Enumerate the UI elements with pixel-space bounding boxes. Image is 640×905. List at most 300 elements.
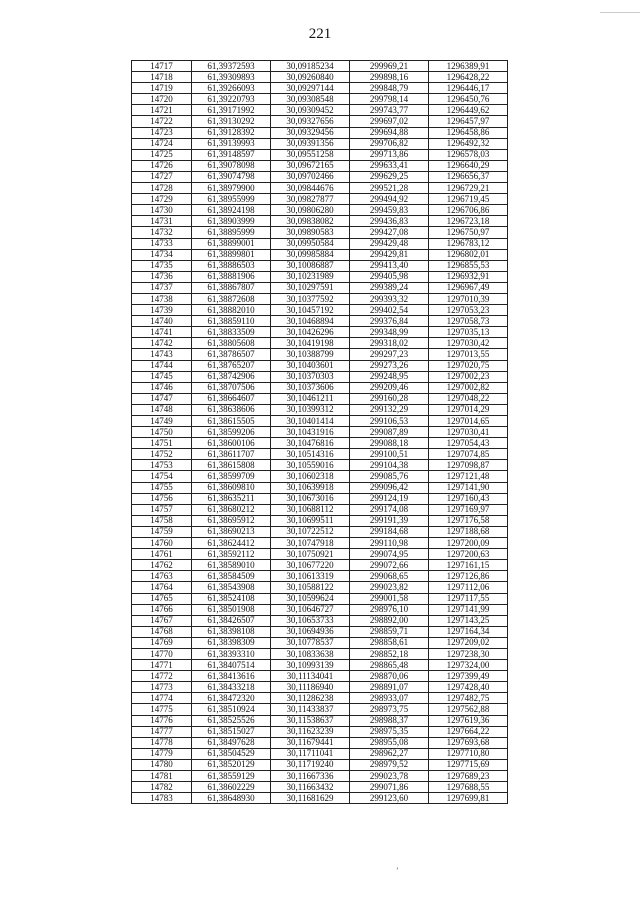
x-coordinate-cell: 299494,92 <box>350 194 429 205</box>
longitude-cell: 30,09185234 <box>271 61 350 72</box>
y-coordinate-cell: 1297715,69 <box>429 759 508 770</box>
longitude-cell: 30,11286238 <box>271 693 350 704</box>
longitude-cell: 30,10833638 <box>271 648 350 659</box>
latitude-cell: 61,39266093 <box>192 83 271 94</box>
longitude-cell: 30,10699511 <box>271 515 350 526</box>
x-coordinate-cell: 299087,89 <box>350 427 429 438</box>
latitude-cell: 61,38707506 <box>192 382 271 393</box>
table-row <box>132 759 508 770</box>
point-number-cell: 14734 <box>132 249 192 260</box>
point-number-cell: 14770 <box>132 648 192 659</box>
y-coordinate-cell: 1296640,29 <box>429 160 508 171</box>
point-number-cell: 14744 <box>132 360 192 371</box>
longitude-cell: 30,09702466 <box>271 171 350 182</box>
y-coordinate-cell: 1297699,81 <box>429 793 508 804</box>
x-coordinate-cell: 299088,18 <box>350 438 429 449</box>
table-row <box>132 83 508 94</box>
y-coordinate-cell: 1297098,87 <box>429 460 508 471</box>
longitude-cell: 30,10747918 <box>271 538 350 549</box>
y-coordinate-cell: 1297053,23 <box>429 305 508 316</box>
point-number-cell: 14780 <box>132 759 192 770</box>
y-coordinate-cell: 1297693,68 <box>429 737 508 748</box>
latitude-cell: 61,38426507 <box>192 615 271 626</box>
x-coordinate-cell: 298979,52 <box>350 759 429 770</box>
table-row <box>132 549 508 560</box>
point-number-cell: 14728 <box>132 183 192 194</box>
table-row <box>132 72 508 83</box>
latitude-cell: 61,38859110 <box>192 316 271 327</box>
table-row <box>132 693 508 704</box>
longitude-cell: 30,09806280 <box>271 205 350 216</box>
y-coordinate-cell: 1297035,13 <box>429 327 508 338</box>
latitude-cell: 61,38524108 <box>192 593 271 604</box>
table-row <box>132 371 508 382</box>
point-number-cell: 14754 <box>132 471 192 482</box>
longitude-cell: 30,10377592 <box>271 293 350 304</box>
x-coordinate-cell: 299429,81 <box>350 249 429 260</box>
longitude-cell: 30,10426296 <box>271 327 350 338</box>
y-coordinate-cell: 1297399,49 <box>429 671 508 682</box>
y-coordinate-cell: 1297141,90 <box>429 482 508 493</box>
x-coordinate-cell: 299694,88 <box>350 127 429 138</box>
longitude-cell: 30,09260840 <box>271 72 350 83</box>
x-coordinate-cell: 299184,68 <box>350 526 429 537</box>
longitude-cell: 30,10646727 <box>271 604 350 615</box>
x-coordinate-cell: 299191,39 <box>350 515 429 526</box>
longitude-cell: 30,10599624 <box>271 593 350 604</box>
point-number-cell: 14757 <box>132 504 192 515</box>
y-coordinate-cell: 1297010,39 <box>429 293 508 304</box>
table-row <box>132 404 508 415</box>
table-row <box>132 515 508 526</box>
longitude-cell: 30,11623239 <box>271 726 350 737</box>
longitude-cell: 30,10722512 <box>271 526 350 537</box>
table-row <box>132 382 508 393</box>
y-coordinate-cell: 1297664,22 <box>429 726 508 737</box>
x-coordinate-cell: 299071,86 <box>350 782 429 793</box>
point-number-cell: 14720 <box>132 94 192 105</box>
latitude-cell: 61,38501908 <box>192 604 271 615</box>
table-row <box>132 238 508 249</box>
latitude-cell: 61,38515027 <box>192 726 271 737</box>
point-number-cell: 14782 <box>132 782 192 793</box>
longitude-cell: 30,10401414 <box>271 416 350 427</box>
table-row <box>132 271 508 282</box>
y-coordinate-cell: 1297121,48 <box>429 471 508 482</box>
y-coordinate-cell: 1297141,99 <box>429 604 508 615</box>
latitude-cell: 61,38955999 <box>192 194 271 205</box>
y-coordinate-cell: 1296446,17 <box>429 83 508 94</box>
point-number-cell: 14724 <box>132 138 192 149</box>
x-coordinate-cell: 299209,46 <box>350 382 429 393</box>
point-number-cell: 14750 <box>132 427 192 438</box>
longitude-cell: 30,10673016 <box>271 493 350 504</box>
longitude-cell: 30,10373606 <box>271 382 350 393</box>
point-number-cell: 14752 <box>132 449 192 460</box>
latitude-cell: 61,39220793 <box>192 94 271 105</box>
point-number-cell: 14765 <box>132 593 192 604</box>
table-row <box>132 615 508 626</box>
latitude-cell: 61,38833509 <box>192 327 271 338</box>
longitude-cell: 30,10468894 <box>271 316 350 327</box>
longitude-cell: 30,11538637 <box>271 715 350 726</box>
latitude-cell: 61,38497628 <box>192 737 271 748</box>
point-number-cell: 14738 <box>132 293 192 304</box>
point-number-cell: 14726 <box>132 160 192 171</box>
point-number-cell: 14736 <box>132 271 192 282</box>
x-coordinate-cell: 298976,10 <box>350 604 429 615</box>
table-row <box>132 593 508 604</box>
x-coordinate-cell: 299074,95 <box>350 549 429 560</box>
y-coordinate-cell: 1297002,82 <box>429 382 508 393</box>
latitude-cell: 61,38805608 <box>192 338 271 349</box>
page-number: 221 <box>308 26 332 42</box>
y-coordinate-cell: 1297200,09 <box>429 538 508 549</box>
longitude-cell: 30,10457192 <box>271 305 350 316</box>
y-coordinate-cell: 1296855,53 <box>429 260 508 271</box>
latitude-cell: 61,38589010 <box>192 560 271 571</box>
table-row <box>132 560 508 571</box>
longitude-cell: 30,09890583 <box>271 227 350 238</box>
x-coordinate-cell: 298933,07 <box>350 693 429 704</box>
longitude-cell: 30,11711041 <box>271 748 350 759</box>
x-coordinate-cell: 298865,48 <box>350 660 429 671</box>
x-coordinate-cell: 299023,78 <box>350 771 429 782</box>
latitude-cell: 61,38648930 <box>192 793 271 804</box>
longitude-cell: 30,10419198 <box>271 338 350 349</box>
point-number-cell: 14772 <box>132 671 192 682</box>
longitude-cell: 30,09844676 <box>271 183 350 194</box>
longitude-cell: 30,10461211 <box>271 393 350 404</box>
y-coordinate-cell: 1297428,40 <box>429 682 508 693</box>
table-row <box>132 194 508 205</box>
latitude-cell: 61,38765207 <box>192 360 271 371</box>
x-coordinate-cell: 298975,35 <box>350 726 429 737</box>
table-row <box>132 138 508 149</box>
longitude-cell: 30,11433837 <box>271 704 350 715</box>
y-coordinate-cell: 1296389,91 <box>429 61 508 72</box>
table-row <box>132 160 508 171</box>
table-row <box>132 482 508 493</box>
point-number-cell: 14755 <box>132 482 192 493</box>
longitude-cell: 30,09308548 <box>271 94 350 105</box>
latitude-cell: 61,38615808 <box>192 460 271 471</box>
table-row <box>132 183 508 194</box>
table-row <box>132 338 508 349</box>
longitude-cell: 30,09391356 <box>271 138 350 149</box>
y-coordinate-cell: 1297020,75 <box>429 360 508 371</box>
longitude-cell: 30,11134041 <box>271 671 350 682</box>
latitude-cell: 61,38559129 <box>192 771 271 782</box>
longitude-cell: 30,09950584 <box>271 238 350 249</box>
y-coordinate-cell: 1296729,21 <box>429 183 508 194</box>
latitude-cell: 61,38398309 <box>192 637 271 648</box>
point-number-cell: 14721 <box>132 105 192 116</box>
point-number-cell: 14747 <box>132 393 192 404</box>
point-number-cell: 14783 <box>132 793 192 804</box>
y-coordinate-cell: 1297143,25 <box>429 615 508 626</box>
y-coordinate-cell: 1297002,23 <box>429 371 508 382</box>
table-row <box>132 416 508 427</box>
latitude-cell: 61,38592112 <box>192 549 271 560</box>
y-coordinate-cell: 1297176,58 <box>429 515 508 526</box>
point-number-cell: 14722 <box>132 116 192 127</box>
table-row <box>132 249 508 260</box>
latitude-cell: 61,38680212 <box>192 504 271 515</box>
point-number-cell: 14739 <box>132 305 192 316</box>
table-row <box>132 94 508 105</box>
y-coordinate-cell: 1296578,03 <box>429 149 508 160</box>
latitude-cell: 61,39130292 <box>192 116 271 127</box>
latitude-cell: 61,39139993 <box>192 138 271 149</box>
table-row <box>132 171 508 182</box>
longitude-cell: 30,09327656 <box>271 116 350 127</box>
latitude-cell: 61,39309893 <box>192 72 271 83</box>
y-coordinate-cell: 1297048,22 <box>429 393 508 404</box>
point-number-cell: 14778 <box>132 737 192 748</box>
latitude-cell: 61,38504529 <box>192 748 271 759</box>
longitude-cell: 30,10231989 <box>271 271 350 282</box>
longitude-cell: 30,10388799 <box>271 349 350 360</box>
x-coordinate-cell: 299848,79 <box>350 83 429 94</box>
table-row <box>132 305 508 316</box>
y-coordinate-cell: 1297013,55 <box>429 349 508 360</box>
latitude-cell: 61,39148597 <box>192 149 271 160</box>
x-coordinate-cell: 299001,58 <box>350 593 429 604</box>
x-coordinate-cell: 299248,95 <box>350 371 429 382</box>
x-coordinate-cell: 299427,08 <box>350 227 429 238</box>
table-row <box>132 61 508 72</box>
table-row <box>132 327 508 338</box>
y-coordinate-cell: 1296783,12 <box>429 238 508 249</box>
x-coordinate-cell: 299521,28 <box>350 183 429 194</box>
table-row <box>132 571 508 582</box>
latitude-cell: 61,38600106 <box>192 438 271 449</box>
latitude-cell: 61,38407514 <box>192 660 271 671</box>
x-coordinate-cell: 299969,21 <box>350 61 429 72</box>
table-row <box>132 648 508 659</box>
table-row <box>132 671 508 682</box>
latitude-cell: 61,38520129 <box>192 759 271 770</box>
point-number-cell: 14718 <box>132 72 192 83</box>
longitude-cell: 30,10993139 <box>271 660 350 671</box>
point-number-cell: 14767 <box>132 615 192 626</box>
x-coordinate-cell: 299898,16 <box>350 72 429 83</box>
longitude-cell: 30,10588122 <box>271 582 350 593</box>
latitude-cell: 61,38433218 <box>192 682 271 693</box>
y-coordinate-cell: 1296492,32 <box>429 138 508 149</box>
point-number-cell: 14763 <box>132 571 192 582</box>
latitude-cell: 61,38510924 <box>192 704 271 715</box>
table-row <box>132 205 508 216</box>
point-number-cell: 14727 <box>132 171 192 182</box>
point-number-cell: 14779 <box>132 748 192 759</box>
latitude-cell: 61,38472320 <box>192 693 271 704</box>
x-coordinate-cell: 299713,86 <box>350 149 429 160</box>
longitude-cell: 30,09551258 <box>271 149 350 160</box>
y-coordinate-cell: 1297054,43 <box>429 438 508 449</box>
longitude-cell: 30,10602318 <box>271 471 350 482</box>
x-coordinate-cell: 299132,29 <box>350 404 429 415</box>
point-number-cell: 14758 <box>132 515 192 526</box>
x-coordinate-cell: 299389,24 <box>350 282 429 293</box>
x-coordinate-cell: 299123,60 <box>350 793 429 804</box>
point-number-cell: 14774 <box>132 693 192 704</box>
x-coordinate-cell: 299297,23 <box>350 349 429 360</box>
point-number-cell: 14717 <box>132 61 192 72</box>
latitude-cell: 61,38872608 <box>192 293 271 304</box>
longitude-cell: 30,10653733 <box>271 615 350 626</box>
table-row <box>132 771 508 782</box>
latitude-cell: 61,38979900 <box>192 183 271 194</box>
longitude-cell: 30,11679441 <box>271 737 350 748</box>
x-coordinate-cell: 299697,02 <box>350 116 429 127</box>
table-row <box>132 726 508 737</box>
latitude-cell: 61,39074798 <box>192 171 271 182</box>
x-coordinate-cell: 299429,48 <box>350 238 429 249</box>
y-coordinate-cell: 1296428,22 <box>429 72 508 83</box>
latitude-cell: 61,38786507 <box>192 349 271 360</box>
coordinates-table-container <box>131 60 507 804</box>
point-number-cell: 14756 <box>132 493 192 504</box>
table-row <box>132 504 508 515</box>
latitude-cell: 61,38609810 <box>192 482 271 493</box>
latitude-cell: 61,39078098 <box>192 160 271 171</box>
table-row <box>132 460 508 471</box>
latitude-cell: 61,38584509 <box>192 571 271 582</box>
longitude-cell: 30,10297591 <box>271 282 350 293</box>
latitude-cell: 61,39372593 <box>192 61 271 72</box>
longitude-cell: 30,11186940 <box>271 682 350 693</box>
longitude-cell: 30,09297144 <box>271 83 350 94</box>
latitude-cell: 61,38543908 <box>192 582 271 593</box>
x-coordinate-cell: 299743,77 <box>350 105 429 116</box>
x-coordinate-cell: 299402,54 <box>350 305 429 316</box>
longitude-cell: 30,10613319 <box>271 571 350 582</box>
latitude-cell: 61,38867807 <box>192 282 271 293</box>
y-coordinate-cell: 1297112,06 <box>429 582 508 593</box>
longitude-cell: 30,09309452 <box>271 105 350 116</box>
latitude-cell: 61,38599709 <box>192 471 271 482</box>
latitude-cell: 61,38882010 <box>192 305 271 316</box>
latitude-cell: 61,38899001 <box>192 238 271 249</box>
point-number-cell: 14745 <box>132 371 192 382</box>
point-number-cell: 14769 <box>132 637 192 648</box>
x-coordinate-cell: 299348,99 <box>350 327 429 338</box>
longitude-cell: 30,10086887 <box>271 260 350 271</box>
point-number-cell: 14773 <box>132 682 192 693</box>
y-coordinate-cell: 1297169,97 <box>429 504 508 515</box>
latitude-cell: 61,38525526 <box>192 715 271 726</box>
y-coordinate-cell: 1297619,36 <box>429 715 508 726</box>
latitude-cell: 61,39171992 <box>192 105 271 116</box>
x-coordinate-cell: 299072,66 <box>350 560 429 571</box>
point-number-cell: 14731 <box>132 216 192 227</box>
y-coordinate-cell: 1297117,55 <box>429 593 508 604</box>
table-row <box>132 704 508 715</box>
longitude-cell: 30,10677220 <box>271 560 350 571</box>
latitude-cell: 61,38664607 <box>192 393 271 404</box>
longitude-cell: 30,11663432 <box>271 782 350 793</box>
point-number-cell: 14771 <box>132 660 192 671</box>
point-number-cell: 14729 <box>132 194 192 205</box>
x-coordinate-cell: 298962,27 <box>350 748 429 759</box>
y-coordinate-cell: 1296802,01 <box>429 249 508 260</box>
latitude-cell: 61,38690213 <box>192 526 271 537</box>
y-coordinate-cell: 1296932,91 <box>429 271 508 282</box>
x-coordinate-cell: 298973,75 <box>350 704 429 715</box>
table-row <box>132 438 508 449</box>
longitude-cell: 30,10514316 <box>271 449 350 460</box>
latitude-cell: 61,38886503 <box>192 260 271 271</box>
y-coordinate-cell: 1297014,65 <box>429 416 508 427</box>
table-row <box>132 393 508 404</box>
x-coordinate-cell: 298870,06 <box>350 671 429 682</box>
point-number-cell: 14768 <box>132 626 192 637</box>
point-number-cell: 14777 <box>132 726 192 737</box>
table-row <box>132 737 508 748</box>
x-coordinate-cell: 299160,28 <box>350 393 429 404</box>
latitude-cell: 61,38599206 <box>192 427 271 438</box>
y-coordinate-cell: 1297014,29 <box>429 404 508 415</box>
x-coordinate-cell: 299023,82 <box>350 582 429 593</box>
y-coordinate-cell: 1297074,85 <box>429 449 508 460</box>
y-coordinate-cell: 1296457,97 <box>429 116 508 127</box>
point-number-cell: 14742 <box>132 338 192 349</box>
table-row <box>132 748 508 759</box>
point-number-cell: 14730 <box>132 205 192 216</box>
table-row <box>132 227 508 238</box>
table-row <box>132 793 508 804</box>
y-coordinate-cell: 1297209,02 <box>429 637 508 648</box>
point-number-cell: 14776 <box>132 715 192 726</box>
table-row <box>132 582 508 593</box>
point-number-cell: 14735 <box>132 260 192 271</box>
x-coordinate-cell: 299436,83 <box>350 216 429 227</box>
longitude-cell: 30,10399312 <box>271 404 350 415</box>
table-row <box>132 682 508 693</box>
table-row <box>132 293 508 304</box>
y-coordinate-cell: 1296723,18 <box>429 216 508 227</box>
x-coordinate-cell: 299629,25 <box>350 171 429 182</box>
scan-speck: ʼ <box>396 866 399 875</box>
table-row <box>132 637 508 648</box>
table-row <box>132 471 508 482</box>
latitude-cell: 61,38895999 <box>192 227 271 238</box>
y-coordinate-cell: 1297710,80 <box>429 748 508 759</box>
point-number-cell: 14753 <box>132 460 192 471</box>
latitude-cell: 61,38393310 <box>192 648 271 659</box>
x-coordinate-cell: 298955,08 <box>350 737 429 748</box>
y-coordinate-cell: 1297030,42 <box>429 338 508 349</box>
longitude-cell: 30,10694936 <box>271 626 350 637</box>
y-coordinate-cell: 1297160,43 <box>429 493 508 504</box>
point-number-cell: 14751 <box>132 438 192 449</box>
x-coordinate-cell: 299706,82 <box>350 138 429 149</box>
x-coordinate-cell: 299376,84 <box>350 316 429 327</box>
table-row <box>132 282 508 293</box>
point-number-cell: 14760 <box>132 538 192 549</box>
latitude-cell: 61,38695912 <box>192 515 271 526</box>
point-number-cell: 14766 <box>132 604 192 615</box>
latitude-cell: 61,38742906 <box>192 371 271 382</box>
point-number-cell: 14762 <box>132 560 192 571</box>
point-number-cell: 14719 <box>132 83 192 94</box>
point-number-cell: 14749 <box>132 416 192 427</box>
latitude-cell: 61,38611707 <box>192 449 271 460</box>
x-coordinate-cell: 299100,51 <box>350 449 429 460</box>
x-coordinate-cell: 299068,65 <box>350 571 429 582</box>
